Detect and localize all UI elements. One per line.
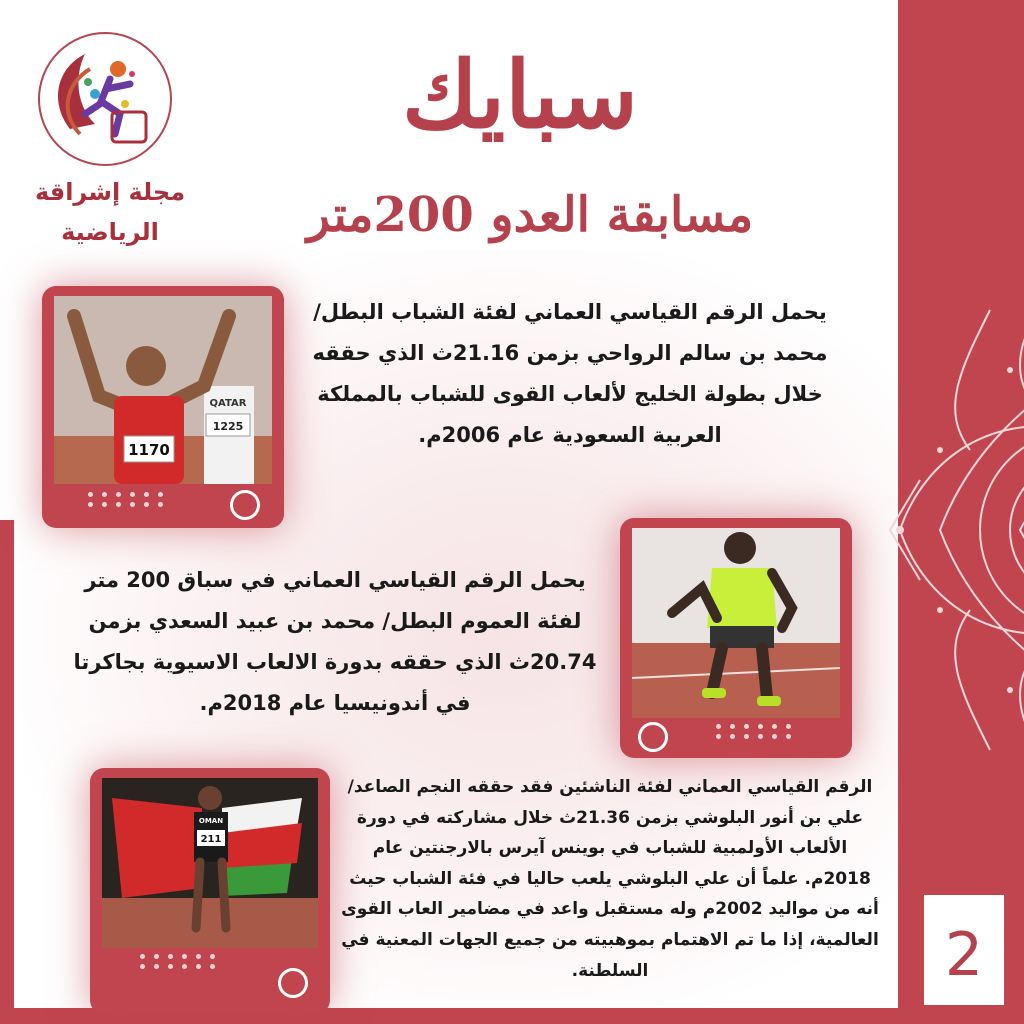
- circle-icon-1: [230, 490, 260, 520]
- magazine-name: [20, 172, 200, 252]
- section-1-text: يحمل الرقم القياسي العماني لفئة الشباب البطل/ محمد بن سالم الرواحي بزمن 21.16ث الذي حققه خلال بطولة الخليج لألعاب القوى للشباب بالمملكة العربية السعودية عام 2006م.: [312, 300, 828, 447]
- shirt-text-1: QATAR: [209, 398, 247, 409]
- circle-icon-3: [278, 968, 308, 998]
- circle-icon-2: [638, 722, 668, 752]
- photo-frame-2: [620, 518, 852, 758]
- page-subtitle: مسابقة العدو 200متر: [306, 187, 754, 243]
- athlete-photo-2: [632, 528, 840, 718]
- athlete-photo-3: [102, 778, 318, 948]
- dots-decoration-2: [716, 724, 792, 739]
- photo-frame-1: [42, 286, 284, 528]
- athlete-photo-1: [54, 296, 272, 484]
- mandala-ornament: [880, 250, 1024, 810]
- dots-decoration-3: [140, 954, 216, 969]
- page-title: سبايك: [401, 41, 639, 149]
- magazine-logo: [38, 32, 172, 166]
- section-2-text: يحمل الرقم القياسي العماني في سباق 200 متر لفئة العموم البطل/ محمد بن عبيد السعدي بزمن 20.74ث الذي حققه بدورة الالعاب الاسيوية بجاكرتا في أندونيسيا عام 2018م.: [73, 568, 597, 715]
- photo-frame-3: [90, 768, 330, 1014]
- left-decorative-band: [0, 520, 14, 1024]
- page-number: 2: [944, 920, 984, 990]
- magazine-name-line2: الرياضية: [61, 218, 159, 246]
- bib-number-2: 1225: [212, 420, 244, 433]
- magazine-name-line1: مجلة إشراقة: [34, 178, 186, 206]
- section-3-text: الرقم القياسي العماني لفئة الناشئين فقد حققه النجم الصاعد/ علي بن أنور البلوشي بزمن 21.36ث خلال مشاركته في دورة الألعاب الأولمبية للشباب في بوينس آيرس بالارجنتين عام 2018م. علماً أن علي البلوشي يلعب حاليا في فئة الشباب حيث أنه من مواليد 2002م وله مستقبل واعد في مضامير العاب القوى العالمية، إذا ما تم الاهتمام بموهبيته من جميع الجهات المعنية في السلطنة.: [341, 777, 879, 981]
- dots-decoration-1: [88, 492, 164, 507]
- runner-logo-icon: [40, 34, 170, 164]
- shirt-text-3: OMAN: [198, 817, 224, 825]
- bib-number-1: 1170: [128, 441, 170, 459]
- bib-number-3: 211: [200, 834, 222, 845]
